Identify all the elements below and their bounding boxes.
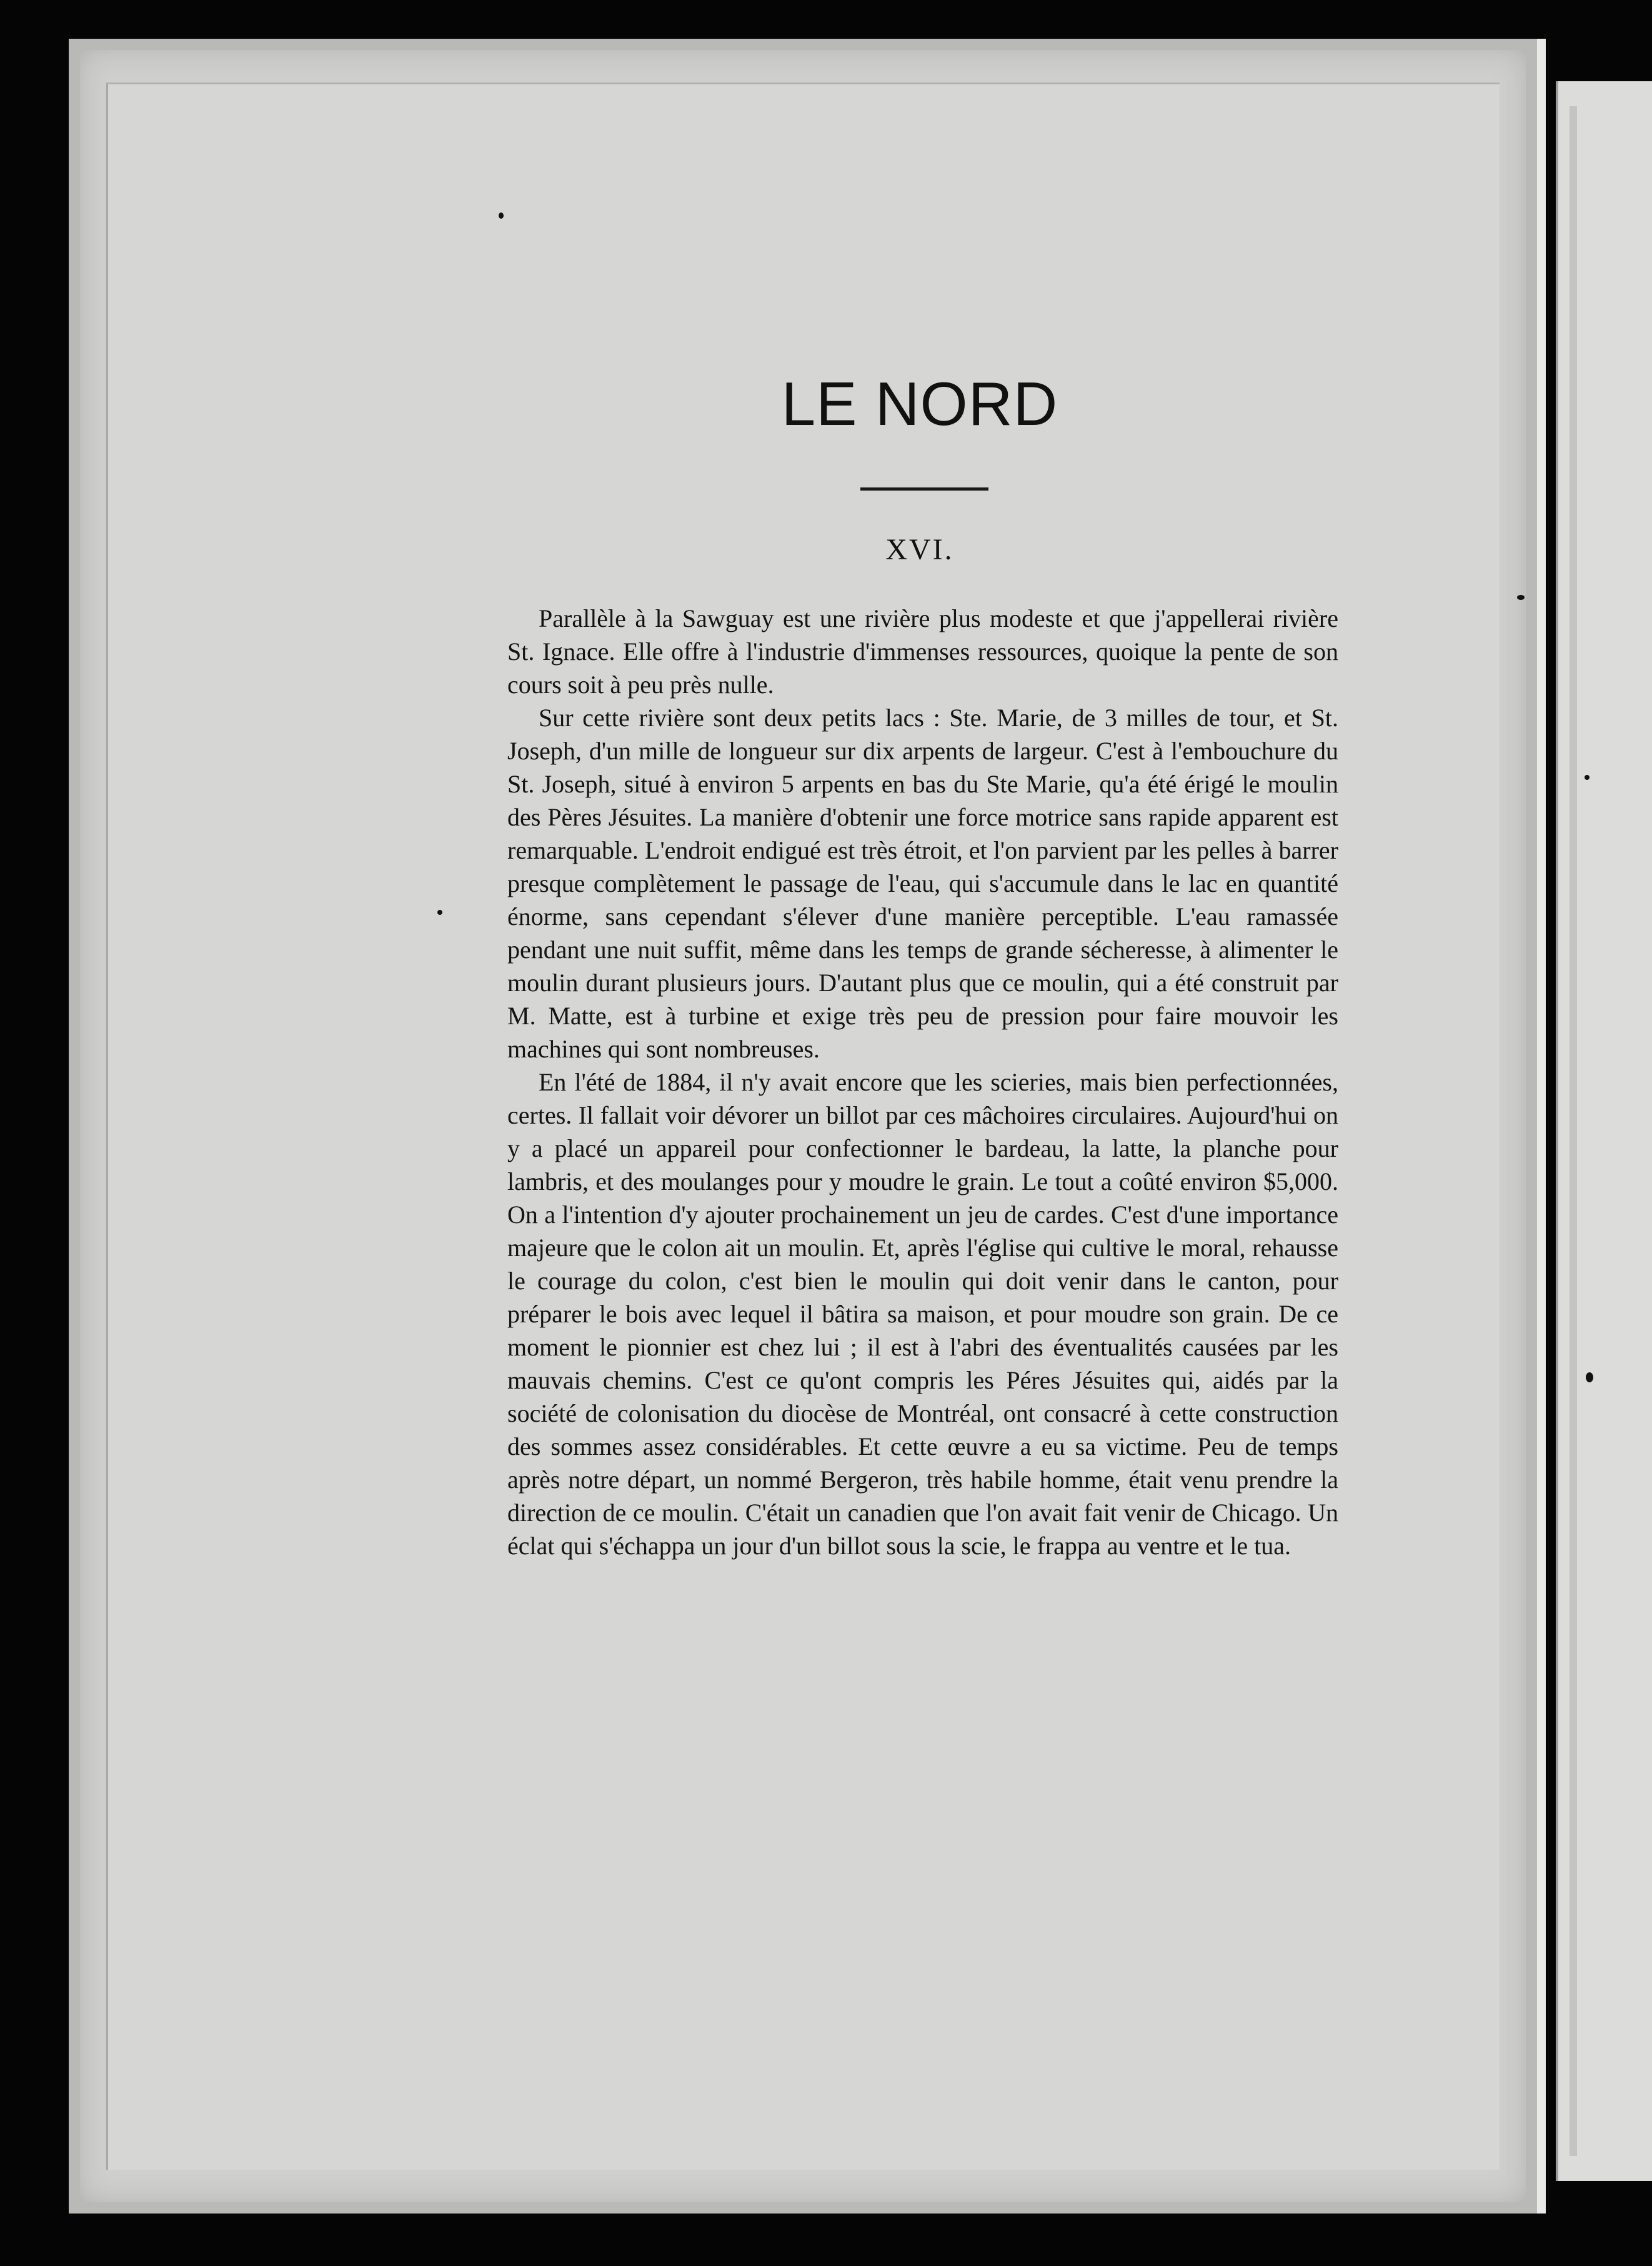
scan-speck — [1585, 775, 1590, 780]
scan-speck — [1517, 595, 1525, 600]
page-edge-strip — [1570, 106, 1577, 2156]
section-number: XVI. — [885, 533, 954, 566]
body-text — [507, 602, 1338, 1562]
paragraph-1: Parallèle à la Sawguay est une rivière plus modeste et que j'appellerai rivière St. Ignace. Elle offre à l'industrie d'immenses ressources, quoique la pente de son cours soit à peu près nulle. — [507, 604, 1338, 699]
scan-speck — [499, 212, 504, 219]
paragraph-2: Sur cette rivière sont deux petits lacs : Ste. Marie, de 3 milles de tour, et St. Joseph, d'un mille de longueur sur dix arpents de largeur. C'est à l'embouchure du St. Joseph, situé à environ 5 arpents en bas du Ste Marie, qu'a été érigé le moulin des Pères Jésuites. La manière d'obtenir une force motrice sans rapide apparent est remarquable. L'endroit endigué est très étroit, et l'on parvient par les pelles à barrer presque complètement le passage de l'eau, qui s'accumule dans le lac en quantité énorme, sans cependant s'élever d'une manière perceptible. L'eau ramassée pendant une nuit suffit, même dans les temps de grande sécheresse, à alimenter le moulin durant plusieurs jours. D'autant plus que ce moulin, qui a été construit par M. Matte, est à turbine et exige très peu de pression pour faire mouvoir les machines qui sont nombreuses. — [507, 704, 1338, 1063]
paragraph-3: En l'été de 1884, il n'y avait encore que les scieries, mais bien perfectionnées, certes. Il fallait voir dévorer un billot par ces mâchoires circulaires. Aujourd'hui on y a placé un appareil pour confectionner le bardeau, la latte, la planche pour lambris, et des moulanges pour y moudre le grain. Le tout a coûté environ $5,000. On a l'intention d'y ajouter prochainement un jeu de cardes. C'est d'une importance majeure que le colon ait un moulin. Et, après l'église qui cultive le moral, rehausse le courage du colon, c'est bien le moulin qui doit venir dans le canton, pour préparer le bois avec lequel il bâtira sa maison, et pour moudre son grain. De ce moment le pionnier est chez lui ; il est à l'abri des éventualités causées par les mauvais chemins. C'est ce qu'ont compris les Péres Jésuites qui, aidés par la société de colonisation du diocèse de Montréal, ont consacré à cette construction des sommes assez considérables. Et cette œuvre a eu sa victime. Peu de temps après notre départ, un nommé Bergeron, très habile homme, était venu prendre la direction de ce moulin. C'était un canadien que l'on avait fait venir de Chicago. Un éclat qui s'échappa un jour d'un billot sous la scie, le frappa au ventre et le tua. — [507, 1068, 1338, 1560]
scan-speck — [1586, 1372, 1593, 1382]
page-title: LE NORD — [781, 369, 1058, 438]
scan-speck — [437, 910, 442, 915]
title-rule — [860, 487, 988, 491]
adjacent-page-edge — [1556, 81, 1652, 2181]
